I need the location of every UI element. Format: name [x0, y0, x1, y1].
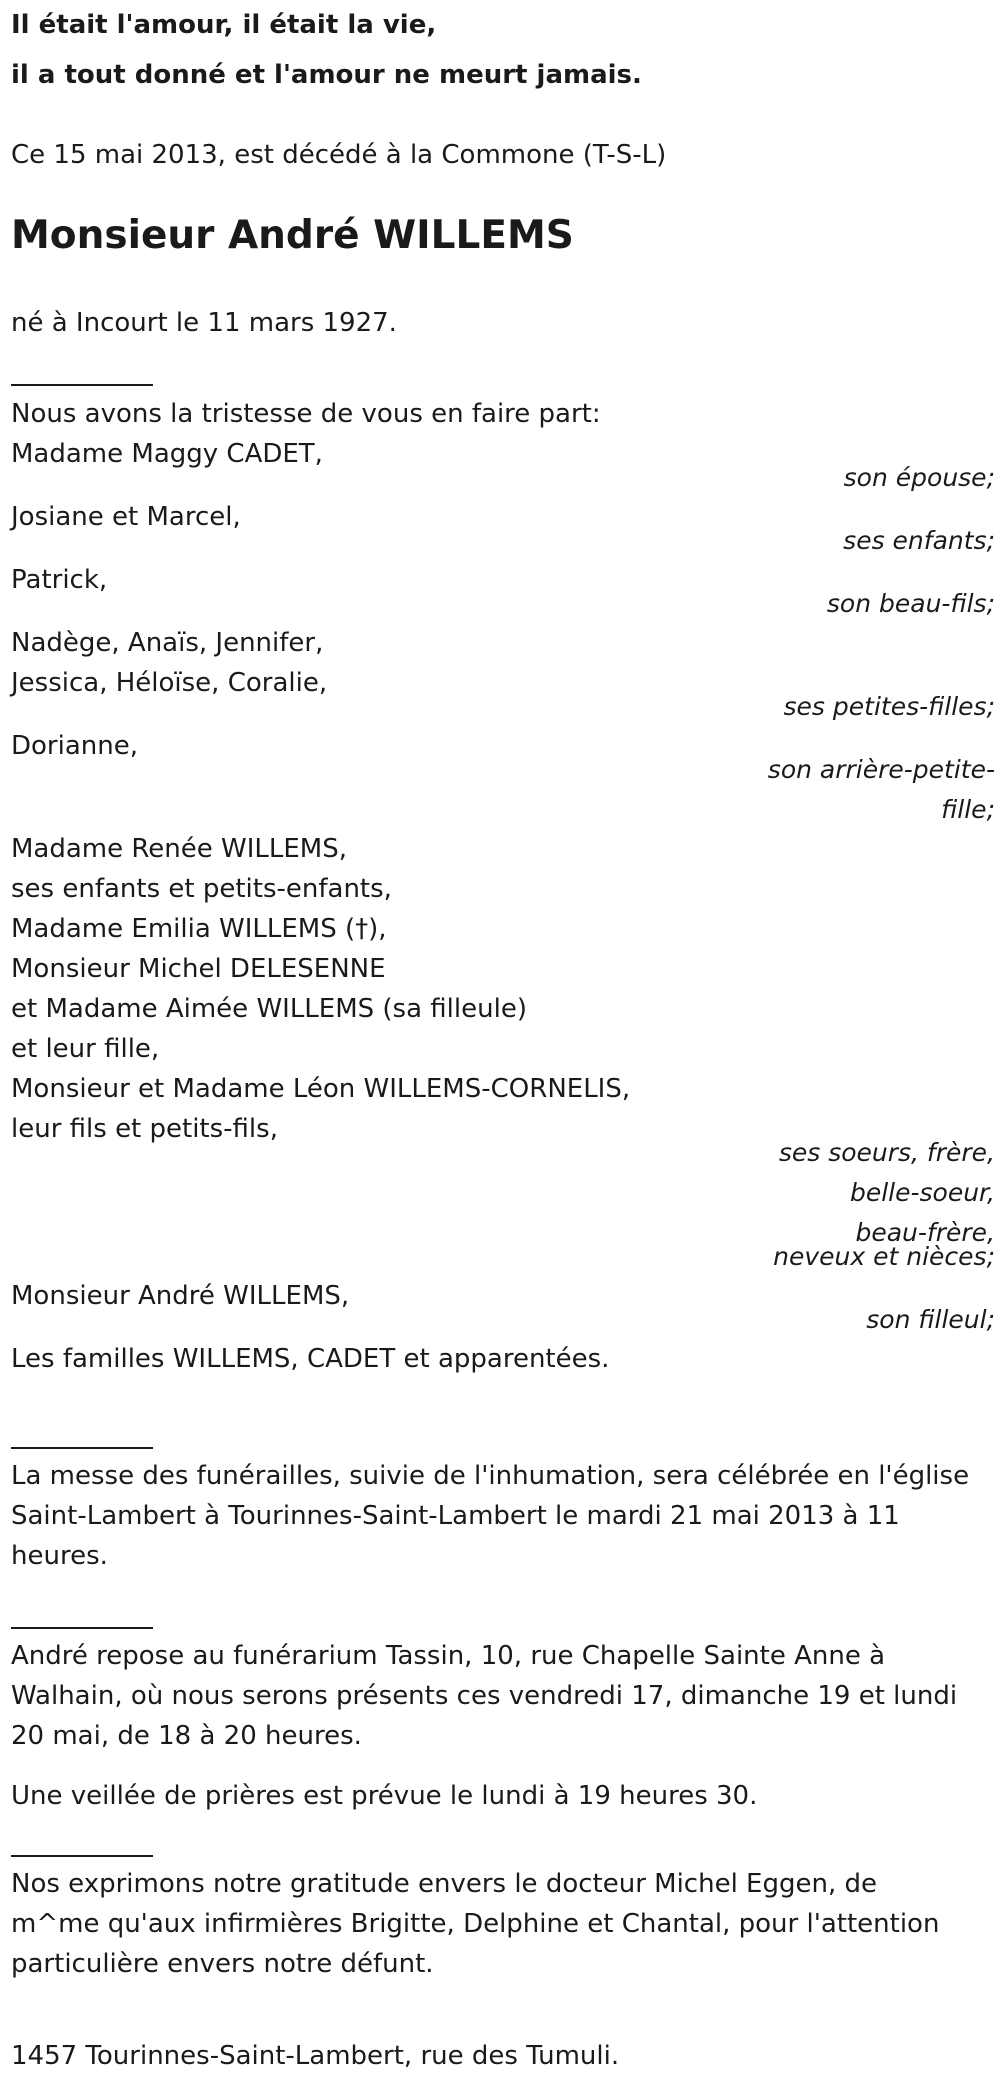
deceased-name: Monsieur André WILLEMS: [11, 213, 574, 258]
section-divider: [11, 1627, 153, 1629]
family-member-line: et leur fille,: [11, 1034, 160, 1064]
family-closing: Les familles WILLEMS, CADET et apparentées.: [11, 1344, 610, 1374]
epigraph-line-1: Il était l'amour, il était la vie,: [11, 10, 437, 40]
section-divider: [11, 1447, 153, 1449]
relation-label: son filleul;: [866, 1305, 995, 1334]
visitation-line: André repose au funérarium Tassin, 10, rue Chapelle Sainte Anne à: [11, 1641, 886, 1671]
family-member-line: ses enfants et petits-enfants,: [11, 874, 392, 904]
family-member-line: Monsieur Michel DELESENNE: [11, 954, 386, 984]
relation-label: neveux et nièces;: [773, 1242, 995, 1271]
visitation-line: 20 mai, de 18 à 20 heures.: [11, 1721, 362, 1751]
family-member-line: Dorianne,: [11, 731, 138, 761]
family-member-line: Monsieur et Madame Léon WILLEMS-CORNELIS,: [11, 1074, 631, 1104]
relation-label: fille;: [941, 795, 995, 824]
family-member-line: Jessica, Héloïse, Coralie,: [11, 668, 328, 698]
relation-label: son arrière-petite-: [767, 755, 995, 784]
section-divider: [11, 1855, 153, 1857]
gratitude-line: m^me qu'aux infirmières Brigitte, Delphine et Chantal, pour l'attention: [11, 1909, 940, 1939]
family-address: 1457 Tourinnes-Saint-Lambert, rue des Tumuli.: [11, 2041, 620, 2071]
funeral-line: Saint-Lambert à Tourinnes-Saint-Lambert le mardi 21 mai 2013 à 11: [11, 1501, 900, 1531]
relation-label: son épouse;: [843, 463, 995, 492]
family-member-line: Madame Emilia WILLEMS (†),: [11, 914, 387, 944]
vigil-notice: Une veillée de prières est prévue le lundi à 19 heures 30.: [11, 1781, 758, 1811]
relation-label: ses soeurs, frère,: [778, 1138, 995, 1167]
family-member-line: Madame Renée WILLEMS,: [11, 834, 347, 864]
relation-label: ses petites-filles;: [783, 692, 995, 721]
family-member-line: Madame Maggy CADET,: [11, 439, 323, 469]
family-member-line: Josiane et Marcel,: [11, 502, 241, 532]
funeral-line: La messe des funérailles, suivie de l'inhumation, sera célébrée en l'église: [11, 1461, 970, 1491]
death-announcement: Ce 15 mai 2013, est décédé à la Commone (T-S-L): [11, 140, 667, 170]
funeral-line: heures.: [11, 1541, 108, 1571]
relation-label: belle-soeur,: [849, 1178, 995, 1207]
family-intro: Nous avons la tristesse de vous en faire part:: [11, 399, 601, 429]
visitation-line: Walhain, où nous serons présents ces vendredi 17, dimanche 19 et lundi: [11, 1681, 958, 1711]
family-member-line: leur fils et petits-fils,: [11, 1114, 278, 1144]
family-member-line: Patrick,: [11, 565, 108, 595]
family-member-line: et Madame Aimée WILLEMS (sa filleule): [11, 994, 527, 1024]
gratitude-line: Nos exprimons notre gratitude envers le docteur Michel Eggen, de: [11, 1869, 877, 1899]
relation-label: son beau-fils;: [826, 589, 995, 618]
relation-label: ses enfants;: [843, 526, 995, 555]
relation-label: beau-frère,: [855, 1218, 995, 1247]
epigraph-line-2: il a tout donné et l'amour ne meurt jamais.: [11, 60, 642, 90]
gratitude-line: particulière envers notre défunt.: [11, 1949, 434, 1979]
birth-info: né à Incourt le 11 mars 1927.: [11, 308, 397, 338]
family-member-line: Monsieur André WILLEMS,: [11, 1281, 350, 1311]
family-member-line: Nadège, Anaïs, Jennifer,: [11, 628, 324, 658]
section-divider: [11, 384, 153, 386]
